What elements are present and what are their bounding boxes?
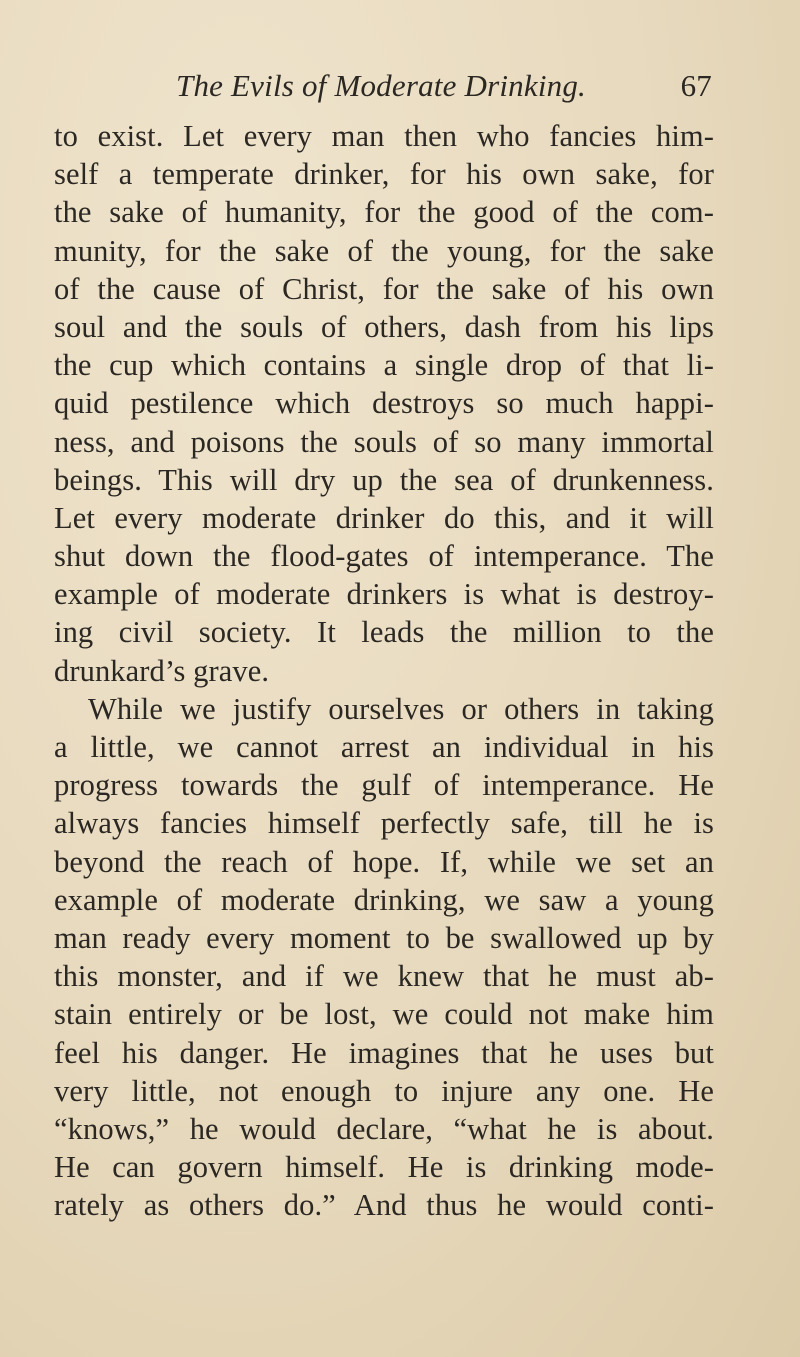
text-line: man ready every moment to be swallowed up by xyxy=(54,920,714,955)
text-line: shut down the flood-gates of intemperance. The xyxy=(54,539,714,574)
text-line: beings. This will dry up the sea of drunkenness. xyxy=(54,462,714,497)
text-line: the sake of humanity, for the good of the com- xyxy=(54,195,714,230)
text-line: rately as others do.” And thus he would conti- xyxy=(54,1188,714,1223)
text-line: self a temperate drinker, for his own sake, for xyxy=(54,157,714,192)
body-text xyxy=(54,117,714,1224)
text-line: Let every moderate drinker do this, and it will xyxy=(54,500,714,535)
text-line: ing civil society. It leads the million to the xyxy=(54,615,714,650)
paragraph-first-line: While we justify ourselves or others in taking xyxy=(88,691,714,726)
text-line: stain entirely or be lost, we could not make him xyxy=(54,997,714,1032)
text-line: quid pestilence which destroys so much happi- xyxy=(54,386,714,421)
text-line: beyond the reach of hope. If, while we set an xyxy=(54,844,714,879)
running-header xyxy=(176,68,712,112)
text-line: “knows,” he would declare, “what he is about. xyxy=(54,1111,714,1146)
text-line: munity, for the sake of the young, for the sake xyxy=(54,233,714,268)
text-line: example of moderate drinking, we saw a young xyxy=(54,882,714,917)
text-line: always fancies himself perfectly safe, till he is xyxy=(54,806,714,841)
text-line: of the cause of Christ, for the sake of his own xyxy=(54,271,714,306)
text-line: He can govern himself. He is drinking mode- xyxy=(54,1150,714,1185)
text-line: the cup which contains a single drop of that li- xyxy=(54,348,714,383)
page-number: 67 xyxy=(680,68,712,103)
text-line: very little, not enough to injure any one. He xyxy=(54,1073,714,1108)
text-line: feel his danger. He imagines that he uses but xyxy=(54,1035,714,1070)
text-line: to exist. Let every man then who fancies him- xyxy=(54,119,714,153)
text-line: drunkard’s grave. xyxy=(54,653,270,688)
text-line: example of moderate drinkers is what is destroy- xyxy=(54,577,714,612)
text-line: a little, we cannot arrest an individual in his xyxy=(54,730,714,764)
text-line: soul and the souls of others, dash from his lips xyxy=(54,309,714,344)
text-line: this monster, and if we knew that he must ab- xyxy=(54,959,714,994)
running-title: The Evils of Moderate Drinking. xyxy=(176,68,587,103)
text-line: progress towards the gulf of intemperance. He xyxy=(54,768,714,803)
text-line: ness, and poisons the souls of so many immortal xyxy=(54,424,714,459)
